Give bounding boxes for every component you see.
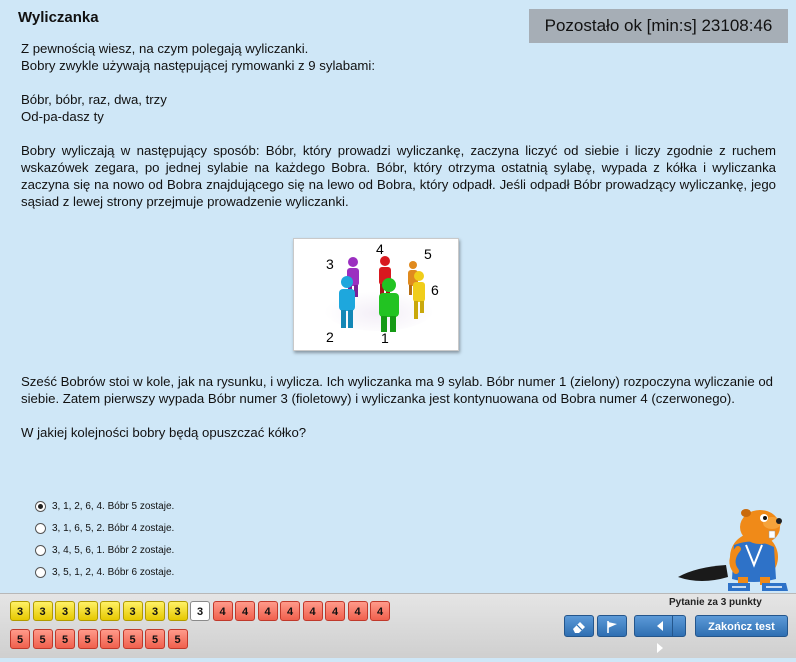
figure-label-2: 2 [326,329,334,345]
question-nav-button[interactable]: 3 [168,601,188,621]
figure-label-6: 6 [431,282,439,298]
rules-paragraph: Bobry wyliczają w następujący sposób: Bóbr, który prowadzi wyliczankę, zaczyna liczyć od siebie i liczy zgodnie z ruchem wskazówek zegara, po jednej sylabie na każdego Bobra. Bóbr, który otrzyma ostatnią sylabę, wypada z kółka i wyliczanka zaczyna się na nowo od Bobra znajdującego się na lewo od Bobra, który odpadł. Jeśli odpadł Bóbr prowadzący wyliczankę, jego sąsiad z lewej strony przejmuje prowadzenie wyliczanki. [21,143,776,209]
answer-option[interactable] [35,539,174,561]
question-nav-button[interactable]: 5 [33,629,53,649]
scenario-paragraph: Sześć Bobrów stoi w kole, jak na rysunku, i wylicza. Ich wyliczanka ma 9 sylab. Bóbr numer 1 (zielony) rozpoczyna wyliczanie od siebie. Zatem pierwszy wypada Bóbr numer 3 (fioletowy) i wyliczanka jest kontynuowana od Bobra numer 4 (czerwonego). [21,374,773,406]
question-nav-button[interactable]: 4 [258,601,278,621]
rhyme-line-1: Bóbr, bóbr, raz, dwa, trzy [21,92,167,107]
figure-label-3: 3 [326,256,334,272]
figure-label-5: 5 [424,246,432,262]
question-nav-button[interactable]: 5 [168,629,188,649]
question-nav-button[interactable]: 3 [190,601,210,621]
radio-button[interactable] [35,567,46,578]
points-label: Pytanie za 3 punkty [669,597,762,608]
eraser-button[interactable] [564,615,594,637]
beaver-mascot-illustration [676,505,796,593]
answer-option[interactable] [35,517,174,539]
task-content [21,40,776,210]
eraser-icon [571,620,587,634]
task-title: Wyliczanka [18,9,99,26]
prev-question-button[interactable] [647,616,673,636]
answer-label: 3, 4, 5, 6, 1. Bóbr 2 zostaje. [52,544,175,556]
question-nav-button[interactable]: 5 [10,629,30,649]
radio-button-selected[interactable] [35,501,46,512]
radio-button[interactable] [35,545,46,556]
answer-label: 3, 1, 2, 6, 4. Bóbr 5 zostaje. [52,500,175,512]
question-nav-button[interactable]: 5 [55,629,75,649]
intro-line-1: Z pewnością wiesz, na czym polegają wyliczanki. [21,41,309,56]
question-nav-button[interactable]: 3 [123,601,143,621]
flag-icon [605,620,619,634]
arrow-right-icon [655,642,665,654]
answer-option[interactable] [35,561,174,583]
question-nav-button[interactable]: 5 [123,629,143,649]
question-text: W jakiej kolejności bobry będą opuszczać kółko? [21,425,307,440]
question-nav-button[interactable]: 3 [100,601,120,621]
answer-options [35,495,174,583]
arrow-left-icon [655,620,665,632]
question-nav-button[interactable]: 4 [213,601,233,621]
figure-label-4: 4 [376,241,384,257]
question-nav-button[interactable]: 3 [33,601,53,621]
question-nav-button[interactable]: 4 [235,601,255,621]
timer-display: Pozostało ok [min:s] 23108:46 [529,9,788,43]
question-nav-button[interactable]: 4 [303,601,323,621]
question-nav-button[interactable]: 4 [325,601,345,621]
answer-label: 3, 5, 1, 2, 4. Bóbr 6 zostaje. [52,566,175,578]
question-nav-button[interactable]: 4 [280,601,300,621]
answer-label: 3, 1, 6, 5, 2. Bóbr 4 zostaje. [52,522,175,534]
task-scenario [21,373,776,441]
question-nav-button[interactable]: 5 [100,629,120,649]
question-nav-button[interactable]: 5 [78,629,98,649]
intro-line-2: Bobry zwykle używają następującej rymowanki z 9 sylabami: [21,58,376,73]
finish-test-button[interactable]: Zakończ test [695,615,788,637]
rhyme-line-2: Od-pa-dasz ty [21,109,104,124]
question-nav-button[interactable]: 3 [145,601,165,621]
figure-label-1: 1 [381,330,389,346]
question-nav-button[interactable]: 4 [348,601,368,621]
flag-button[interactable] [597,615,627,637]
question-nav-button[interactable]: 3 [55,601,75,621]
prev-next-buttons [634,615,686,637]
question-nav-button[interactable]: 3 [10,601,30,621]
beavers-circle-figure [293,238,459,351]
next-question-button[interactable] [648,638,673,658]
answer-option[interactable] [35,495,174,517]
question-nav-button[interactable]: 3 [78,601,98,621]
question-nav-button[interactable]: 4 [370,601,390,621]
radio-button[interactable] [35,523,46,534]
question-nav-button[interactable]: 5 [145,629,165,649]
